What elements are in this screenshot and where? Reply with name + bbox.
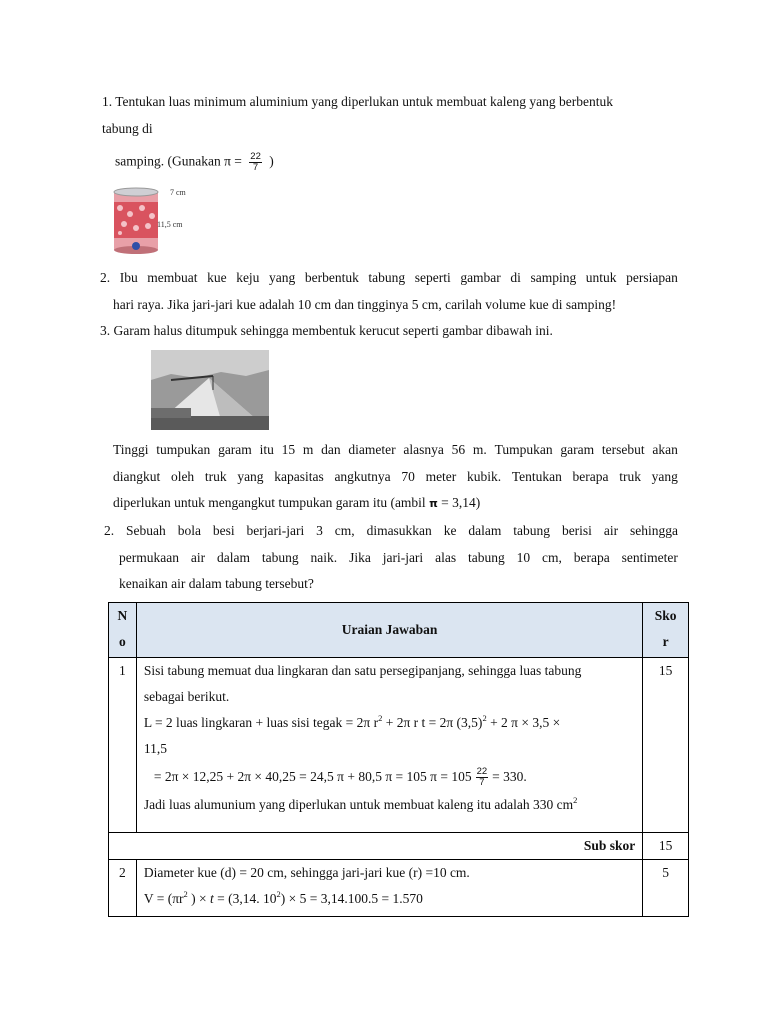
word: kue (207, 270, 227, 285)
q4-line3: kenaikan air dalam tabung tersebut? (119, 576, 314, 591)
header-uraian: Uraian Jawaban (136, 603, 642, 658)
q2-line2: hari raya. Jika jari-jari kue adalah 10 cm dan tingginya 5 cm, carilah volume kue di samping! (113, 297, 617, 312)
word: tumpukan (156, 442, 211, 457)
word: persiapan (626, 270, 678, 285)
subtotal-label: Sub skor (109, 833, 643, 860)
word: angkutnya (334, 469, 391, 484)
word: samping (530, 270, 577, 285)
row1-skor: 15 (643, 658, 689, 833)
word: keju (236, 270, 260, 285)
word: truk (619, 469, 641, 484)
word: m. (472, 442, 487, 457)
word: dalam (217, 550, 251, 565)
word: di (510, 270, 521, 285)
word: membuat (147, 270, 198, 285)
word: yang (651, 469, 678, 484)
word: alas (435, 550, 457, 565)
q1-line3: samping. (Gunakan π = $\frac{22}{7}$ ) (115, 151, 274, 173)
word: 70 (401, 469, 415, 484)
word: berisi (561, 523, 592, 538)
word: dan (321, 442, 341, 457)
word: Sebuah (126, 523, 166, 538)
word: diameter (348, 442, 396, 457)
q1-line1: 1. Tentukan luas minimum aluminium yang diperlukan untuk membuat kaleng yang berbentuk (102, 94, 613, 109)
row2-skor: 5 (643, 860, 689, 917)
word: yang (237, 469, 264, 484)
word: sehingga (630, 523, 678, 538)
word: itu (259, 442, 274, 457)
q2-line1 (100, 270, 678, 286)
word: permukaan (119, 550, 179, 565)
q1-line2: tabung di (102, 121, 153, 136)
row2-no: 2 (109, 860, 137, 917)
word: naik. (310, 550, 338, 565)
word: bola (177, 523, 201, 538)
table-subtotal-row (109, 833, 689, 860)
word: garam (560, 442, 595, 457)
row1-no: 1 (109, 658, 137, 833)
word: sentimeter (621, 550, 678, 565)
can-illustration (112, 186, 160, 256)
word: Tentukan (511, 469, 562, 484)
word: berapa (573, 550, 610, 565)
word: dimasukkan (366, 523, 432, 538)
word: 2. (104, 523, 115, 538)
word: tabung (261, 550, 299, 565)
word: oleh (170, 469, 195, 484)
word: untuk (585, 270, 617, 285)
word: dalam (468, 523, 502, 538)
word: Ibu (119, 270, 138, 285)
word: Tumpukan (494, 442, 553, 457)
word: berjari-jari (246, 523, 305, 538)
q3-line1: 3. Garam halus ditumpuk sehingga membentuk kerucut seperti gambar dibawah ini. (100, 323, 553, 338)
q4-line2 (119, 550, 678, 566)
q3-para-line2 (113, 469, 678, 485)
word: alasnya (403, 442, 444, 457)
word: tabung (368, 270, 406, 285)
word: yang (269, 270, 296, 285)
word: berbentuk (304, 270, 359, 285)
table-header-row (109, 603, 689, 658)
word: meter (425, 469, 457, 484)
salt-pile-photo (151, 350, 269, 430)
word: 10 (516, 550, 531, 565)
word: berapa (572, 469, 609, 484)
q4-line1 (104, 523, 678, 539)
header-no: N o (109, 603, 137, 658)
word: diangkut (113, 469, 161, 484)
word: cm, (542, 550, 562, 565)
header-skor: Sko r (643, 603, 689, 658)
word: tersebut (601, 442, 645, 457)
row1-uraian: Sisi tabung memuat dua lingkaran dan satu persegipanjang, sehingga luas tabung sebagai berikut. L = 2 luas lingkaran + luas sisi tegak = 2π $r^2 + 2\pi$ r t = 2π $(3,5)^2 + 2$ π × 3,5 × 11,5 = 2π × 12,25 + 2π × 40,25 = 24,5 π + 80,5 π = 105 π = 105 $\frac{22}{7}$ = 330. Jadi luas alumunium yang diperlukan untuk membuat kaleng itu adalah 330 $cm^2$ (136, 658, 642, 833)
can-height-label: 11,5 cm (157, 220, 183, 229)
word: 2. (100, 270, 111, 285)
answer-table (108, 602, 689, 917)
word: kapasitas (274, 469, 324, 484)
table-row (109, 658, 689, 833)
table-row (109, 860, 689, 917)
word: air (603, 523, 619, 538)
word: jari-jari (382, 550, 424, 565)
word: tabung (513, 523, 551, 538)
word: garam (218, 442, 252, 457)
word: 56 (451, 442, 466, 457)
word: 3 (316, 523, 323, 538)
word: m (302, 442, 314, 457)
can-diameter-label: 7 cm (170, 188, 186, 197)
row2-uraian: Diameter kue (d) = 20 cm, sehingga jari-jari kue (r) =10 cm. $V = (\pi r^2$ ) × t = (3,14. $10^2) \times 5 = 3,14.100.5 = 1.570$ (136, 860, 642, 917)
word: tabung (467, 550, 505, 565)
word: akan (652, 442, 678, 457)
word: besi (212, 523, 235, 538)
subtotal-value: 15 (643, 833, 689, 860)
q3-para-line3: diperlukan untuk mengangkut tumpukan garam itu (ambil π = 3,14) (113, 495, 481, 510)
word: Jika (349, 550, 371, 565)
word: gambar (460, 270, 501, 285)
q3-para-line1 (113, 442, 678, 458)
word: ke (443, 523, 457, 538)
word: 15 (281, 442, 296, 457)
word: seperti (414, 270, 451, 285)
word: truk (204, 469, 227, 484)
word: cm, (334, 523, 355, 538)
word: air (190, 550, 206, 565)
word: Tinggi (113, 442, 149, 457)
word: kubik. (466, 469, 502, 484)
fraction-22-7: $\frac{22}{7}$ (250, 151, 261, 173)
